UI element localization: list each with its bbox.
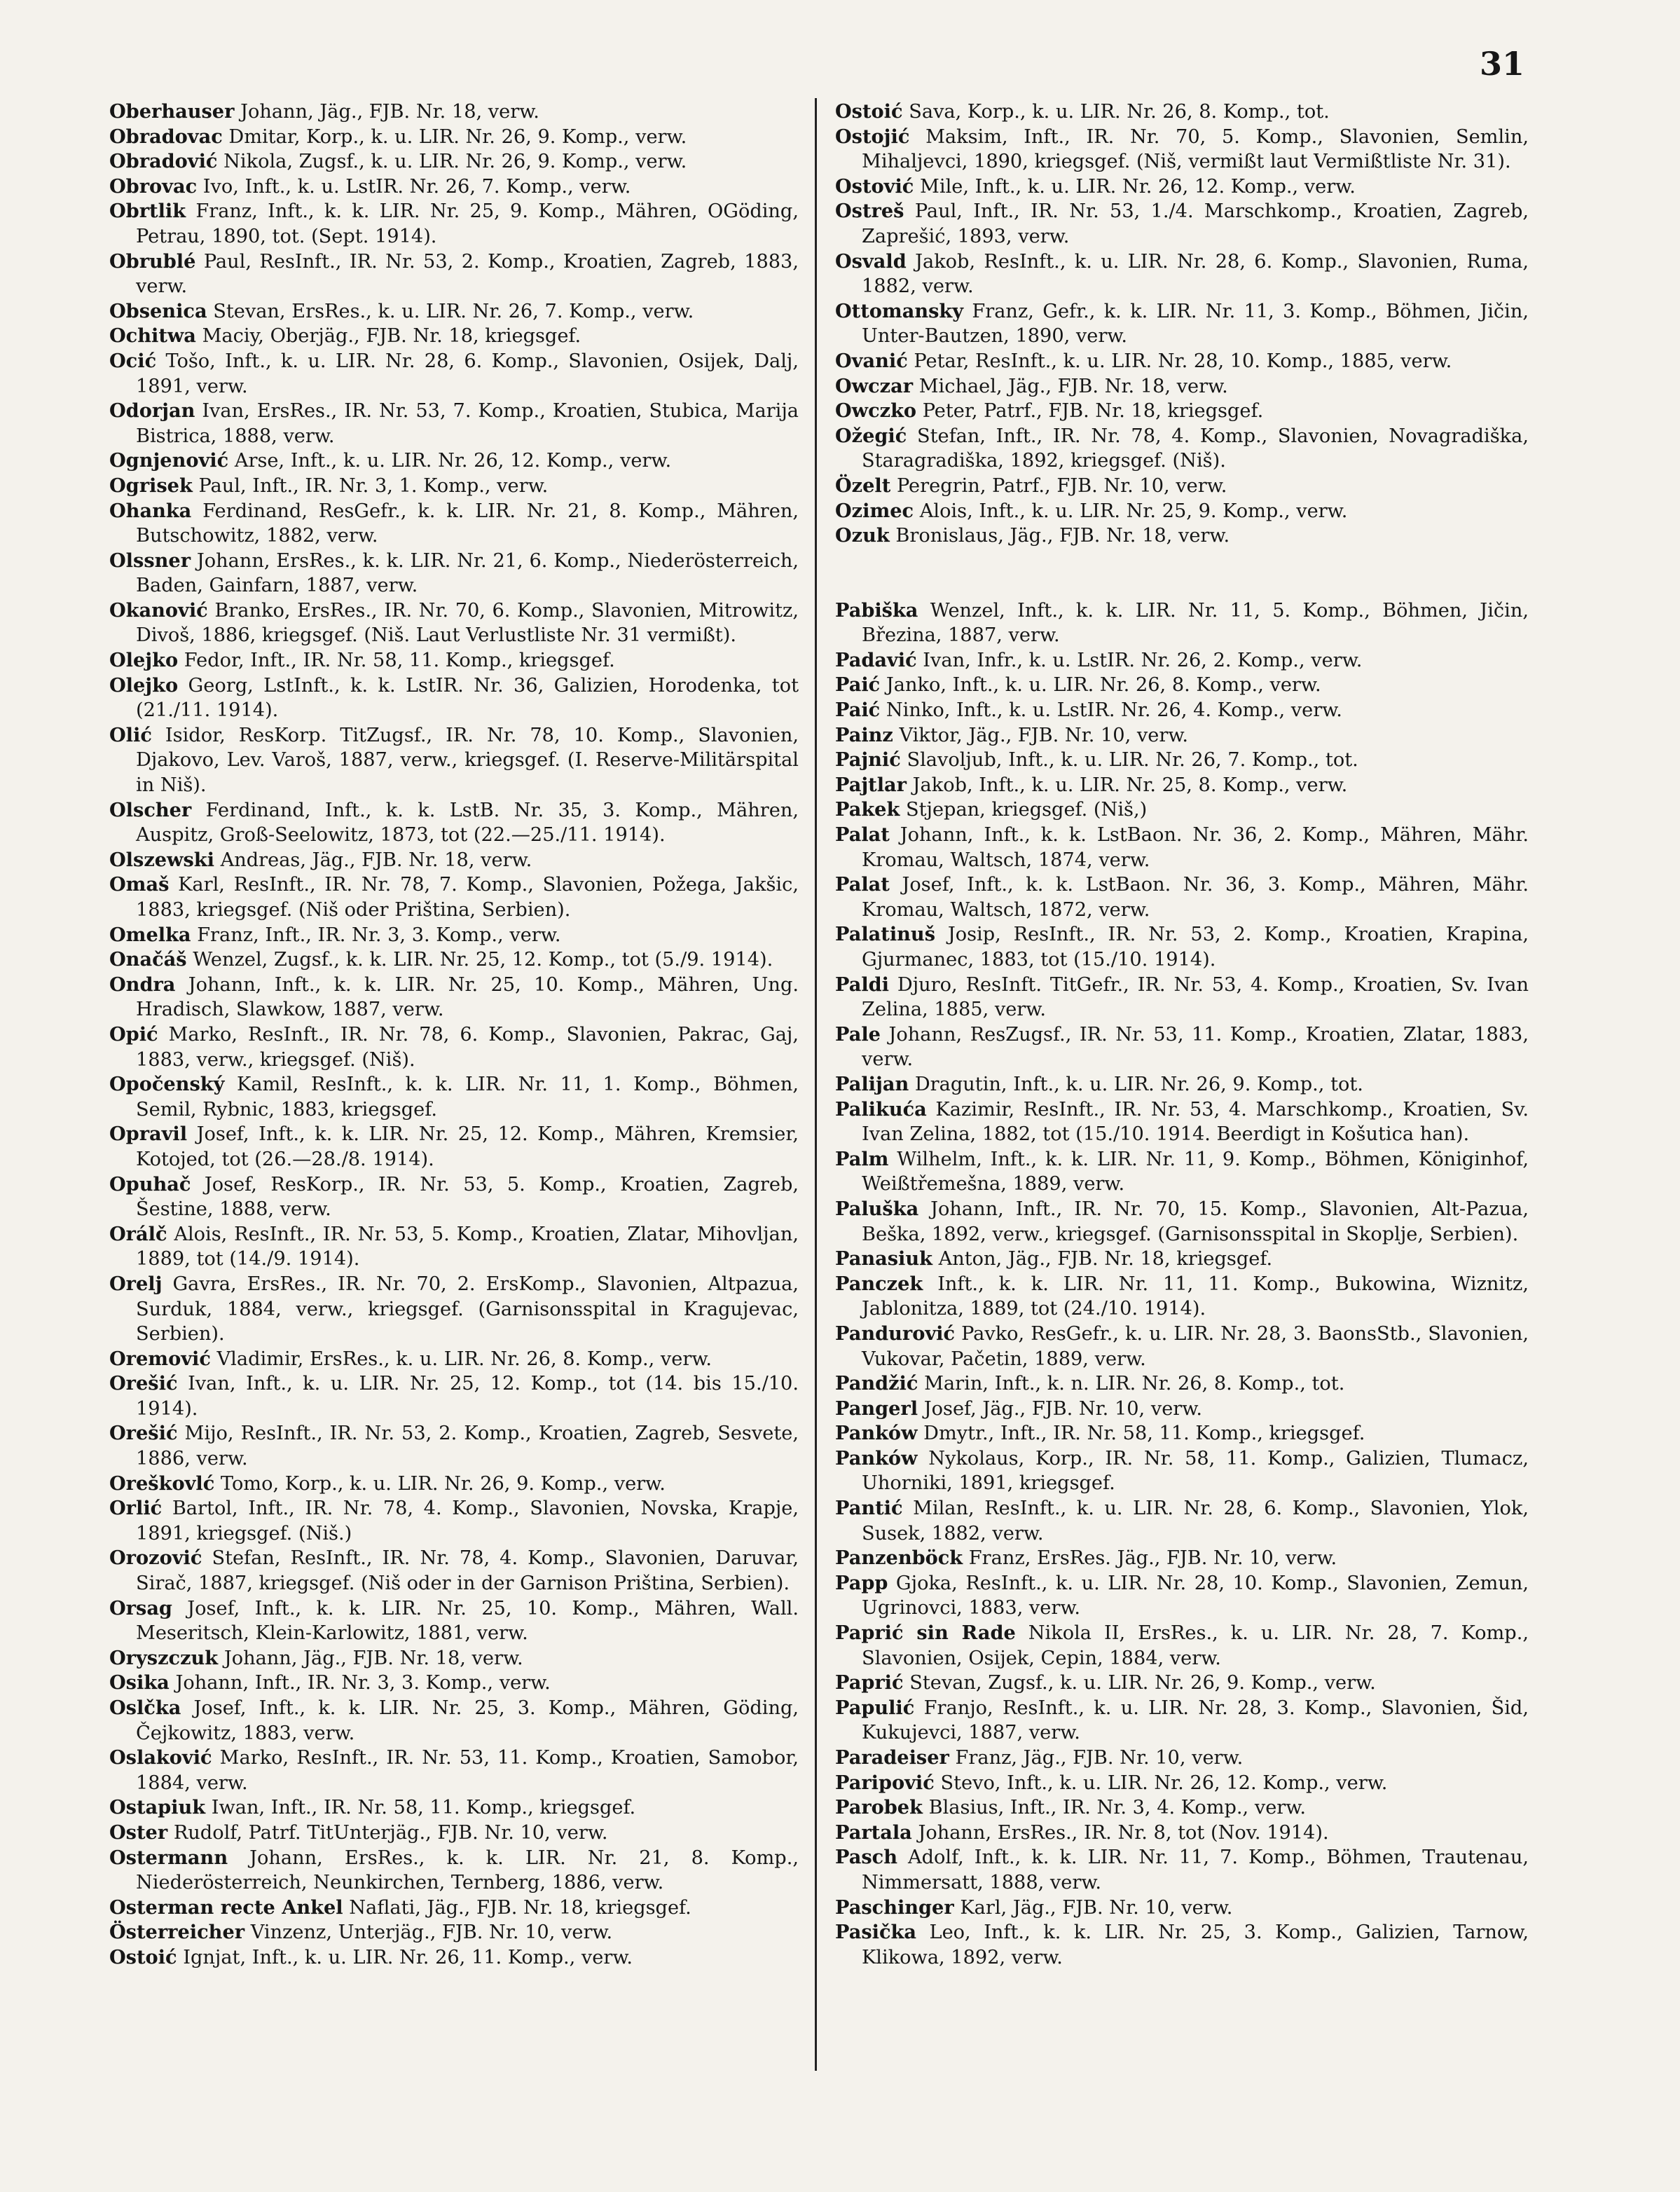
entry-surname: Painz	[835, 723, 893, 746]
entry-details: Stjepan, kriegsgef. (Niš,)	[905, 799, 1148, 821]
register-entry	[109, 973, 799, 1022]
register-entry	[835, 598, 1529, 648]
register-entry	[835, 748, 1529, 773]
entry-surname: Pajnić	[835, 748, 901, 772]
entry-surname: Onačáš	[109, 948, 187, 971]
entry-details: Franz, Inft., k. k. LIR. Nr. 25, 9. Komp., Mähren, OGöding, Petrau, 1890, tot. (Sept. 1914).	[136, 200, 799, 247]
entry-surname: Palm	[835, 1147, 889, 1170]
entry-surname: Ostoić	[109, 1945, 177, 1968]
entry-details: Leo, Inft., k. k. LIR. Nr. 25, 3. Komp., Galizien, Tarnow, Klikowa, 1892, verw.	[862, 1922, 1529, 1968]
register-entry	[835, 1421, 1529, 1446]
register-entry	[835, 973, 1529, 1022]
entry-surname: Ochitwa	[109, 324, 196, 348]
entry-details: Inft., k. k. LIR. Nr. 11, 11. Komp., Bukowina, Wiznitz, Jablonitza, 1889, tot (24./10. 1914).	[862, 1273, 1529, 1320]
entry-details: Karl, ResInft., IR. Nr. 78, 7. Komp., Slavonien, Požega, Jakšic, 1883, kriegsgef. (Niš oder Priština, Serbien).	[136, 874, 799, 921]
register-entry	[835, 1920, 1529, 1970]
entry-details: Ivan, Inft., k. u. LIR. Nr. 25, 12. Komp., tot (14. bis 15./10. 1914).	[136, 1373, 799, 1420]
entry-surname: Ovanić	[835, 349, 908, 372]
register-entry	[835, 523, 1529, 549]
register-entry	[109, 723, 799, 798]
register-entry	[109, 249, 799, 299]
entry-surname: Panczek	[835, 1272, 923, 1295]
entry-details: Michael, Jäg., FJB. Nr. 18, verw.	[918, 375, 1228, 397]
register-entry	[109, 299, 799, 324]
register-entry	[835, 1272, 1529, 1322]
register-entry	[835, 1571, 1529, 1621]
register-entry	[835, 249, 1529, 299]
register-entry	[109, 848, 799, 873]
register-entry	[835, 424, 1529, 474]
entry-details: Peregrin, Patrf., FJB. Nr. 10, verw.	[896, 474, 1227, 497]
entry-surname: Paić	[835, 673, 881, 697]
register-entry	[835, 125, 1529, 174]
entry-surname: Obrtlik	[109, 200, 186, 223]
entry-details: Marin, Inft., k. n. LIR. Nr. 26, 8. Komp., tot.	[924, 1373, 1345, 1395]
entry-details: Vladimir, ErsRes., k. u. LIR. Nr. 26, 8. Komp., verw.	[216, 1348, 712, 1370]
entry-surname: Pangerl	[835, 1397, 918, 1420]
entry-surname: Ostoić	[835, 100, 903, 123]
entry-details: Isidor, ResKorp. TitZugsf., IR. Nr. 78, 10. Komp., Slavonien, Djakovo, Lev. Varoš, 1887, verw., kriegsgef. (I. Reserve-Militärspital in Niš).	[136, 724, 799, 797]
register-entry	[835, 1247, 1529, 1272]
register-entry	[835, 1496, 1529, 1546]
entry-details: Stevan, Zugsf., k. u. LIR. Nr. 26, 9. Komp., verw.	[909, 1672, 1376, 1694]
register-entry	[835, 1621, 1529, 1671]
register-entry	[109, 1646, 799, 1671]
entry-details: Ivan, ErsRes., IR. Nr. 53, 7. Komp., Kroatien, Stubica, Marija Bistrica, 1888, verw.	[136, 400, 799, 447]
entry-details: Maksim, Inft., IR. Nr. 70, 5. Komp., Slavonien, Semlin, Mihaljevci, 1890, kriegsgef. (Niš, vermißt laut Vermißtliste Nr. 31).	[862, 125, 1529, 173]
entry-surname: Ondra	[109, 973, 176, 996]
column-divider	[815, 98, 817, 2071]
entry-details: Tošo, Inft., k. u. LIR. Nr. 28, 6. Komp., Slavonien, Osijek, Dalj, 1891, verw.	[136, 350, 799, 397]
entry-details: Johann, ErsRes., k. k. LIR. Nr. 21, 8. Komp., Niederösterreich, Neunkirchen, Ternberg, 1886, verw.	[136, 1847, 799, 1894]
register-entry	[835, 1845, 1529, 1895]
entry-details: Mile, Inft., k. u. LIR. Nr. 26, 12. Komp., verw.	[920, 175, 1356, 198]
entry-surname: Österreicher	[109, 1921, 245, 1944]
entry-details: Adolf, Inft., k. k. LIR. Nr. 11, 7. Komp., Böhmen, Trautenau, Nimmersatt, 1888, verw.	[862, 1847, 1529, 1893]
entry-surname: Paldi	[835, 973, 889, 996]
entry-details: Josef, ResKorp., IR. Nr. 53, 5. Komp., Kroatien, Zagreb, Šestine, 1888, verw.	[136, 1173, 799, 1221]
register-entry	[835, 374, 1529, 399]
register-entry	[109, 499, 799, 549]
entry-surname: Pantić	[835, 1497, 903, 1520]
entry-surname: Partala	[835, 1821, 912, 1844]
entry-surname: Palikuća	[835, 1097, 927, 1121]
entry-surname: Opočenský	[109, 1073, 225, 1096]
entry-details: Ferdinand, ResGefr., k. k. LIR. Nr. 21, 8. Komp., Mähren, Butschowitz, 1882, verw.	[136, 500, 799, 547]
entry-details: Johann, Inft., IR. Nr. 70, 15. Komp., Slavonien, Alt-Pazua, Beška, 1892, verw., kriegsgef. (Garnisonsspital in Skoplje, Serbien).	[862, 1198, 1529, 1245]
entry-details: Djuro, ResInft. TitGefr., IR. Nr. 53, 4. Komp., Kroatien, Sv. Ivan Zelina, 1885, verw.	[862, 973, 1529, 1021]
entry-details: Franjo, ResInft., k. u. LIR. Nr. 28, 3. Komp., Slavonien, Šid, Kukujevci, 1887, verw.	[862, 1697, 1529, 1744]
entry-details: Franz, Gefr., k. k. LIR. Nr. 11, 3. Komp., Böhmen, Jičin, Unter-Bautzen, 1890, verw.	[862, 300, 1529, 348]
entry-surname: Olejko	[109, 649, 179, 672]
entry-surname: Owczko	[835, 399, 917, 423]
entry-details: Ignjat, Inft., k. u. LIR. Nr. 26, 11. Komp., verw.	[183, 1946, 633, 1968]
entry-surname: Ožegić	[835, 424, 907, 447]
entry-surname: Orešić	[109, 1372, 178, 1395]
entry-surname: Ocić	[109, 349, 157, 372]
entry-details: Josip, ResInft., IR. Nr. 53, 2. Komp., Kroatien, Krapina, Gjurmanec, 1883, tot (15./10. 1914).	[862, 924, 1529, 971]
entry-details: Stevan, ErsRes., k. u. LIR. Nr. 26, 7. Komp., verw.	[213, 300, 694, 322]
entry-surname: Ognjenović	[109, 449, 229, 472]
register-entry	[835, 797, 1529, 823]
entry-surname: Olić	[109, 723, 152, 746]
register-entry	[835, 349, 1529, 374]
register-entry	[109, 1945, 799, 1971]
register-entry	[109, 1795, 799, 1821]
entry-surname: Olssner	[109, 549, 191, 572]
entry-surname: Orelj	[109, 1272, 163, 1295]
entry-details: Marko, ResInft., IR. Nr. 78, 6. Komp., Slavonien, Pakrac, Gaj, 1883, verw., kriegsgef. (Niš).	[136, 1023, 799, 1071]
left-column	[109, 100, 799, 1971]
register-entry	[835, 1746, 1529, 1771]
register-entry	[109, 673, 799, 723]
register-entry	[835, 1546, 1529, 1571]
register-entry	[835, 1397, 1529, 1422]
entry-surname: Padavić	[835, 648, 917, 671]
entry-surname: Paradeiser	[835, 1746, 949, 1769]
entry-details: Andreas, Jäg., FJB. Nr. 18, verw.	[220, 849, 532, 871]
entry-details: Ninko, Inft., k. u. LstIR. Nr. 26, 4. Komp., verw.	[886, 699, 1342, 722]
entry-details: Johann, Inft., k. k. LIR. Nr. 25, 10. Komp., Mähren, Ung. Hradisch, Slawkow, 1887, verw.	[136, 973, 799, 1021]
entry-surname: Pakek	[835, 798, 900, 821]
register-entry	[109, 1896, 799, 1921]
register-entry	[835, 199, 1529, 249]
register-entry	[835, 648, 1529, 673]
register-entry	[835, 823, 1529, 872]
entry-details: Nikola II, ErsRes., k. u. LIR. Nr. 28, 7. Komp., Slavonien, Osijek, Cepin, 1884, verw.	[862, 1622, 1529, 1669]
entry-surname: Obrovac	[109, 174, 198, 198]
register-entry	[835, 1696, 1529, 1746]
register-entry	[109, 1072, 799, 1122]
entry-details: Josef, Inft., k. k. LstBaon. Nr. 36, 3. Komp., Mähren, Mähr. Kromau, Waltsch, 1872, verw.	[862, 874, 1529, 921]
register-entry	[109, 1596, 799, 1646]
entry-surname: Paprić sin Rade	[835, 1622, 1016, 1645]
entry-details: Slavoljub, Inft., k. u. LIR. Nr. 26, 7. Komp., tot.	[907, 749, 1358, 772]
entry-details: Johann, Jäg., FJB. Nr. 18, verw.	[223, 1647, 523, 1669]
entry-surname: Obrublé	[109, 249, 196, 273]
entry-details: Milan, ResInft., k. u. LIR. Nr. 28, 6. Komp., Slavonien, Ylok, Susek, 1882, verw.	[862, 1498, 1529, 1544]
entry-details: Josef, Inft., k. k. LIR. Nr. 25, 12. Komp., Mähren, Kremsier, Kotojed, tot (26.—28./8. 1914).	[136, 1123, 799, 1170]
section-gap	[835, 549, 1529, 598]
entry-surname: Opić	[109, 1022, 158, 1046]
entry-details: Johann, Jäg., FJB. Nr. 18, verw.	[240, 101, 539, 123]
register-entry	[109, 448, 799, 474]
entry-details: Kazimir, ResInft., IR. Nr. 53, 4. Marschkomp., Kroatien, Sv. Ivan Zelina, 1882, tot (15./10. 1914. Beerdigt in Košutica han).	[862, 1098, 1529, 1146]
register-entry	[109, 1671, 799, 1696]
entry-details: Nykolaus, Korp., IR. Nr. 58, 11. Komp., Galizien, Tlumacz, Uhorniki, 1891, kriegsgef.	[862, 1447, 1529, 1495]
entry-surname: Paić	[835, 699, 881, 722]
register-entry	[835, 399, 1529, 424]
entry-surname: Omaš	[109, 873, 170, 896]
entry-details: Nikola, Zugsf., k. u. LIR. Nr. 26, 9. Komp., verw.	[223, 151, 687, 173]
entry-surname: Oslčka	[109, 1697, 181, 1719]
entry-surname: Ogrisek	[109, 474, 193, 497]
entry-details: Paul, Inft., IR. Nr. 3, 1. Komp., verw.	[198, 474, 549, 497]
entry-surname: Palijan	[835, 1072, 909, 1095]
entry-details: Iwan, Inft., IR. Nr. 58, 11. Komp., kriegsgef.	[211, 1797, 636, 1819]
right-column	[835, 100, 1529, 1970]
section-p	[835, 598, 1529, 1971]
entry-surname: Ostović	[835, 174, 914, 198]
entry-surname: Panasiuk	[835, 1247, 932, 1270]
entry-surname: Palatinuš	[835, 923, 935, 946]
entry-details: Johann, Inft., k. k. LstBaon. Nr. 36, 2. Komp., Mähren, Mähr. Kromau, Waltsch, 1874, verw.	[862, 824, 1529, 871]
register-entry	[109, 324, 799, 349]
entry-surname: Okanović	[109, 598, 208, 622]
entry-details: Tomo, Korp., k. u. LIR. Nr. 26, 9. Komp., verw.	[220, 1472, 666, 1495]
entry-details: Ivan, Infr., k. u. LstIR. Nr. 26, 2. Komp., verw.	[923, 649, 1363, 671]
entry-surname: Parobek	[835, 1796, 923, 1819]
register-entry	[109, 474, 799, 499]
register-entry	[835, 1795, 1529, 1821]
register-entry	[835, 1197, 1529, 1247]
entry-details: Anton, Jäg., FJB. Nr. 18, kriegsgef.	[938, 1248, 1273, 1270]
entry-surname: Owczar	[835, 374, 914, 397]
register-entry	[835, 1072, 1529, 1097]
entry-surname: Oreškovlć	[109, 1472, 215, 1495]
register-entry	[109, 149, 799, 174]
register-entry	[835, 174, 1529, 200]
entry-details: Alois, Inft., k. u. LIR. Nr. 25, 9. Komp., verw.	[919, 500, 1348, 522]
register-entry	[109, 1421, 799, 1471]
entry-details: Dmytr., Inft., IR. Nr. 58, 11. Komp., kriegsgef.	[923, 1423, 1365, 1445]
entry-details: Paul, ResInft., IR. Nr. 53, 2. Komp., Kroatien, Zagreb, 1883, verw.	[136, 250, 799, 298]
entry-details: Kamil, ResInft., k. k. LIR. Nr. 11, 1. Komp., Böhmen, Semil, Rybnic, 1883, kriegsgef.	[136, 1074, 799, 1121]
entry-surname: Panków	[835, 1422, 918, 1445]
register-entry	[835, 1322, 1529, 1371]
entry-surname: Oryszczuk	[109, 1646, 219, 1669]
entry-surname: Omelka	[109, 923, 191, 946]
entry-details: Ferdinand, Inft., k. k. LstB. Nr. 35, 3. Komp., Mähren, Auspitz, Groß-Seelowitz, 1873, tot (22.—25./11. 1914).	[136, 799, 799, 847]
entry-details: Wilhelm, Inft., k. k. LIR. Nr. 11, 9. Komp., Böhmen, Königinhof, Weißtřemešna, 1889, verw.	[862, 1148, 1529, 1196]
entry-surname: Paprić	[835, 1671, 904, 1694]
entry-surname: Orálč	[109, 1222, 167, 1245]
entry-details: Franz, Inft., IR. Nr. 3, 3. Komp., verw.	[197, 924, 561, 946]
entry-details: Dragutin, Inft., k. u. LIR. Nr. 26, 9. Komp., tot.	[914, 1073, 1363, 1095]
entry-surname: Oster	[109, 1821, 168, 1844]
entry-surname: Panzenböck	[835, 1547, 963, 1570]
entry-details: Ivo, Inft., k. u. LstIR. Nr. 26, 7. Komp., verw.	[202, 175, 631, 198]
entry-surname: Paripović	[835, 1771, 935, 1794]
entry-surname: Ozimec	[835, 499, 914, 522]
register-entry	[835, 723, 1529, 748]
register-entry	[109, 100, 799, 125]
entry-details: Fedor, Inft., IR. Nr. 58, 11. Komp., kriegsgef.	[184, 650, 615, 672]
register-entry	[109, 1746, 799, 1795]
register-entry	[835, 1671, 1529, 1696]
entry-surname: Ostreš	[835, 200, 904, 223]
entry-details: Pavko, ResGefr., k. u. LIR. Nr. 28, 3. BaonsStb., Slavonien, Vukovar, Pačetin, 1889, verw.	[862, 1322, 1529, 1370]
register-entry	[109, 349, 799, 399]
entry-details: Dmitar, Korp., k. u. LIR. Nr. 26, 9. Komp., verw.	[228, 125, 687, 148]
register-entry	[835, 1022, 1529, 1072]
register-entry	[109, 1371, 799, 1421]
register-entry	[835, 1147, 1529, 1197]
entry-surname: Özelt	[835, 474, 891, 497]
register-entry	[109, 1172, 799, 1222]
register-entry	[109, 1122, 799, 1172]
entry-details: Mijo, ResInft., IR. Nr. 53, 2. Komp., Kroatien, Zagreb, Sesvete, 1886, verw.	[136, 1423, 799, 1470]
register-entry	[109, 648, 799, 673]
entry-details: Josef, Inft., k. k. LIR. Nr. 25, 10. Komp., Mähren, Wall. Meseritsch, Klein-Karlowitz, 1881, verw.	[136, 1597, 799, 1645]
entry-surname: Pabiška	[835, 598, 918, 622]
entry-surname: Orozović	[109, 1547, 202, 1570]
register-entry	[109, 1821, 799, 1846]
entry-details: Jakob, ResInft., k. u. LIR. Nr. 28, 6. Komp., Slavonien, Ruma, 1882, verw.	[862, 250, 1529, 298]
entry-details: Stefan, Inft., IR. Nr. 78, 4. Komp., Slavonien, Novagradiška, Staragradiška, 1892, kriegsgef. (Niš).	[862, 425, 1529, 472]
entry-details: Johann, ResZugsf., IR. Nr. 53, 11. Komp., Kroatien, Zlatar, 1883, verw.	[862, 1023, 1529, 1071]
entry-surname: Obsenica	[109, 299, 207, 322]
entry-details: Johann, ErsRes., IR. Nr. 8, tot (Nov. 1914).	[918, 1821, 1329, 1844]
entry-details: Maciy, Oberjäg., FJB. Nr. 18, kriegsgef.	[202, 325, 581, 348]
register-entry	[835, 698, 1529, 723]
register-entry	[109, 923, 799, 948]
entry-surname: Pandurović	[835, 1322, 956, 1345]
register-entry	[109, 1222, 799, 1272]
entry-surname: Pale	[835, 1022, 881, 1046]
register-entry	[835, 773, 1529, 798]
register-entry	[835, 474, 1529, 499]
entry-surname: Orlić	[109, 1497, 163, 1520]
entry-surname: Palat	[835, 873, 890, 896]
entry-details: Wenzel, Zugsf., k. k. LIR. Nr. 25, 12. Komp., tot (5./9. 1914).	[193, 949, 773, 971]
register-entry	[835, 1097, 1529, 1147]
entry-surname: Pasička	[835, 1921, 916, 1944]
page-number: 31	[1479, 45, 1524, 83]
entry-details: Alois, ResInft., IR. Nr. 53, 5. Komp., Kroatien, Zlatar, Mihovljan, 1889, tot (14./9. 1914).	[136, 1223, 799, 1270]
entry-surname: Oberhauser	[109, 100, 235, 123]
entry-details: Blasius, Inft., IR. Nr. 3, 4. Komp., verw.	[928, 1797, 1306, 1819]
entry-details: Petar, ResInft., k. u. LIR. Nr. 28, 10. Komp., 1885, verw.	[914, 350, 1452, 372]
entry-surname: Osterman recte Ankel	[109, 1896, 343, 1919]
entry-details: Gjoka, ResInft., k. u. LIR. Nr. 28, 10. Komp., Slavonien, Zemun, Ugrinovci, 1883, verw.	[862, 1572, 1529, 1619]
entry-details: Franz, Jäg., FJB. Nr. 10, verw.	[955, 1747, 1244, 1769]
entry-details: Paul, Inft., IR. Nr. 53, 1./4. Marschkomp., Kroatien, Zagreb, Zaprešić, 1893, verw.	[862, 200, 1529, 247]
entry-surname: Olszewski	[109, 848, 214, 871]
entry-details: Marko, ResInft., IR. Nr. 53, 11. Komp., Kroatien, Samobor, 1884, verw.	[136, 1747, 799, 1794]
register-entry	[109, 798, 799, 848]
register-entry	[835, 1371, 1529, 1397]
register-entry	[109, 174, 799, 200]
entry-details: Vinzenz, Unterjäg., FJB. Nr. 10, verw.	[250, 1922, 613, 1944]
entry-surname: Obradović	[109, 150, 218, 173]
entry-details: Naflati, Jäg., FJB. Nr. 18, kriegsgef.	[349, 1896, 691, 1919]
entry-surname: Osika	[109, 1671, 170, 1694]
entry-details: Sava, Korp., k. u. LIR. Nr. 26, 8. Komp., tot.	[909, 101, 1330, 123]
entry-surname: Opuhač	[109, 1172, 191, 1196]
entry-surname: Oslaković	[109, 1746, 212, 1769]
entry-details: Johann, Inft., IR. Nr. 3, 3. Komp., verw.	[175, 1672, 551, 1694]
register-entry	[109, 199, 799, 249]
entry-details: Josef, Inft., k. k. LIR. Nr. 25, 3. Komp., Mähren, Göding, Čejkowitz, 1883, verw.	[136, 1697, 799, 1744]
register-entry	[109, 1546, 799, 1596]
entry-details: Franz, ErsRes. Jäg., FJB. Nr. 10, verw.	[968, 1547, 1337, 1570]
register-entry	[835, 1896, 1529, 1921]
entry-surname: Oremović	[109, 1347, 211, 1370]
register-entry	[109, 125, 799, 150]
register-entry	[835, 1821, 1529, 1846]
entry-surname: Olscher	[109, 798, 192, 821]
register-entry	[109, 1347, 799, 1372]
register-entry	[835, 1771, 1529, 1796]
entry-surname: Orsag	[109, 1596, 172, 1619]
register-entry	[835, 673, 1529, 698]
register-entry	[109, 399, 799, 448]
entry-surname: Ottomansky	[835, 299, 964, 322]
register-entry	[109, 1920, 799, 1945]
entry-surname: Opravil	[109, 1123, 188, 1146]
register-entry	[109, 1272, 799, 1347]
entry-surname: Papp	[835, 1571, 888, 1594]
entry-details: Viktor, Jäg., FJB. Nr. 10, verw.	[899, 724, 1188, 746]
entry-surname: Ozuk	[835, 524, 890, 547]
register-entry	[835, 1446, 1529, 1496]
register-entry	[109, 1496, 799, 1546]
entry-details: Jakob, Inft., k. u. LIR. Nr. 25, 8. Komp., verw.	[912, 774, 1348, 796]
register-entry	[109, 947, 799, 973]
register-entry	[109, 549, 799, 598]
register-entry	[835, 872, 1529, 922]
entry-details: Gavra, ErsRes., IR. Nr. 70, 2. ErsKomp., Slavonien, Altpazua, Surduk, 1884, verw., kriegsgef. (Garnisonsspital in Kragujevac, Serbien).	[136, 1273, 799, 1345]
entry-surname: Paschinger	[835, 1896, 954, 1919]
entry-details: Janko, Inft., k. u. LIR. Nr. 26, 8. Komp., verw.	[886, 674, 1321, 697]
entry-surname: Pajtlar	[835, 773, 907, 796]
register-entry	[835, 499, 1529, 524]
entry-surname: Paluška	[835, 1197, 919, 1220]
entry-surname: Pandžić	[835, 1372, 918, 1395]
entry-surname: Palat	[835, 823, 890, 847]
entry-details: Wenzel, Inft., k. k. LIR. Nr. 11, 5. Komp., Böhmen, Jičin, Březina, 1887, verw.	[862, 599, 1529, 647]
entry-details: Bronislaus, Jäg., FJB. Nr. 18, verw.	[895, 525, 1230, 547]
entry-details: Karl, Jäg., FJB. Nr. 10, verw.	[960, 1896, 1233, 1919]
entry-details: Branko, ErsRes., IR. Nr. 70, 6. Komp., Slavonien, Mitrowitz, Divoš, 1886, kriegsgef. (Niš. Laut Verlustliste Nr. 31 vermißt).	[136, 599, 799, 647]
entry-surname: Ohanka	[109, 499, 192, 522]
entry-details: Stefan, ResInft., IR. Nr. 78, 4. Komp., Slavonien, Daruvar, Sirač, 1887, kriegsgef. (Niš oder in der Garnison Priština, Serbien).	[136, 1547, 799, 1595]
entry-details: Stevo, Inft., k. u. LIR. Nr. 26, 12. Komp., verw.	[940, 1772, 1388, 1794]
entry-details: Peter, Patrf., FJB. Nr. 18, kriegsgef.	[922, 400, 1264, 423]
entry-surname: Ostapiuk	[109, 1796, 206, 1819]
entry-surname: Panków	[835, 1446, 918, 1470]
entry-surname: Ostermann	[109, 1846, 228, 1869]
register-entry	[835, 100, 1529, 125]
register-entry	[109, 598, 799, 648]
entry-surname: Pasch	[835, 1846, 897, 1869]
entry-details: Josef, Jäg., FJB. Nr. 10, verw.	[923, 1397, 1202, 1420]
register-entry	[109, 1472, 799, 1497]
register-entry	[835, 922, 1529, 972]
entry-surname: Orešić	[109, 1422, 178, 1445]
entry-details: Georg, LstInft., k. k. LstIR. Nr. 36, Galizien, Horodenka, tot (21./11. 1914).	[136, 674, 799, 722]
entry-surname: Ostojić	[835, 125, 910, 148]
register-entry	[109, 872, 799, 922]
entry-details: Arse, Inft., k. u. LIR. Nr. 26, 12. Komp., verw.	[234, 450, 672, 472]
entry-surname: Odorjan	[109, 399, 195, 423]
entry-surname: Olejko	[109, 673, 179, 697]
entry-details: Rudolf, Patrf. TitUnterjäg., FJB. Nr. 10, verw.	[173, 1821, 608, 1844]
register-entry	[109, 1696, 799, 1746]
register-entry	[109, 1846, 799, 1896]
entry-details: Johann, ErsRes., k. k. LIR. Nr. 21, 6. Komp., Niederösterreich, Baden, Gainfarn, 1887, verw.	[136, 549, 799, 597]
register-entry	[109, 1022, 799, 1072]
section-o-continued	[835, 100, 1529, 549]
entry-surname: Papulić	[835, 1696, 915, 1719]
entry-surname: Obradovac	[109, 125, 223, 148]
entry-details: Bartol, Inft., IR. Nr. 78, 4. Komp., Slavonien, Novska, Krapje, 1891, kriegsgef. (Niš.)	[136, 1498, 799, 1544]
register-entry	[835, 299, 1529, 349]
entry-surname: Osvald	[835, 249, 907, 273]
